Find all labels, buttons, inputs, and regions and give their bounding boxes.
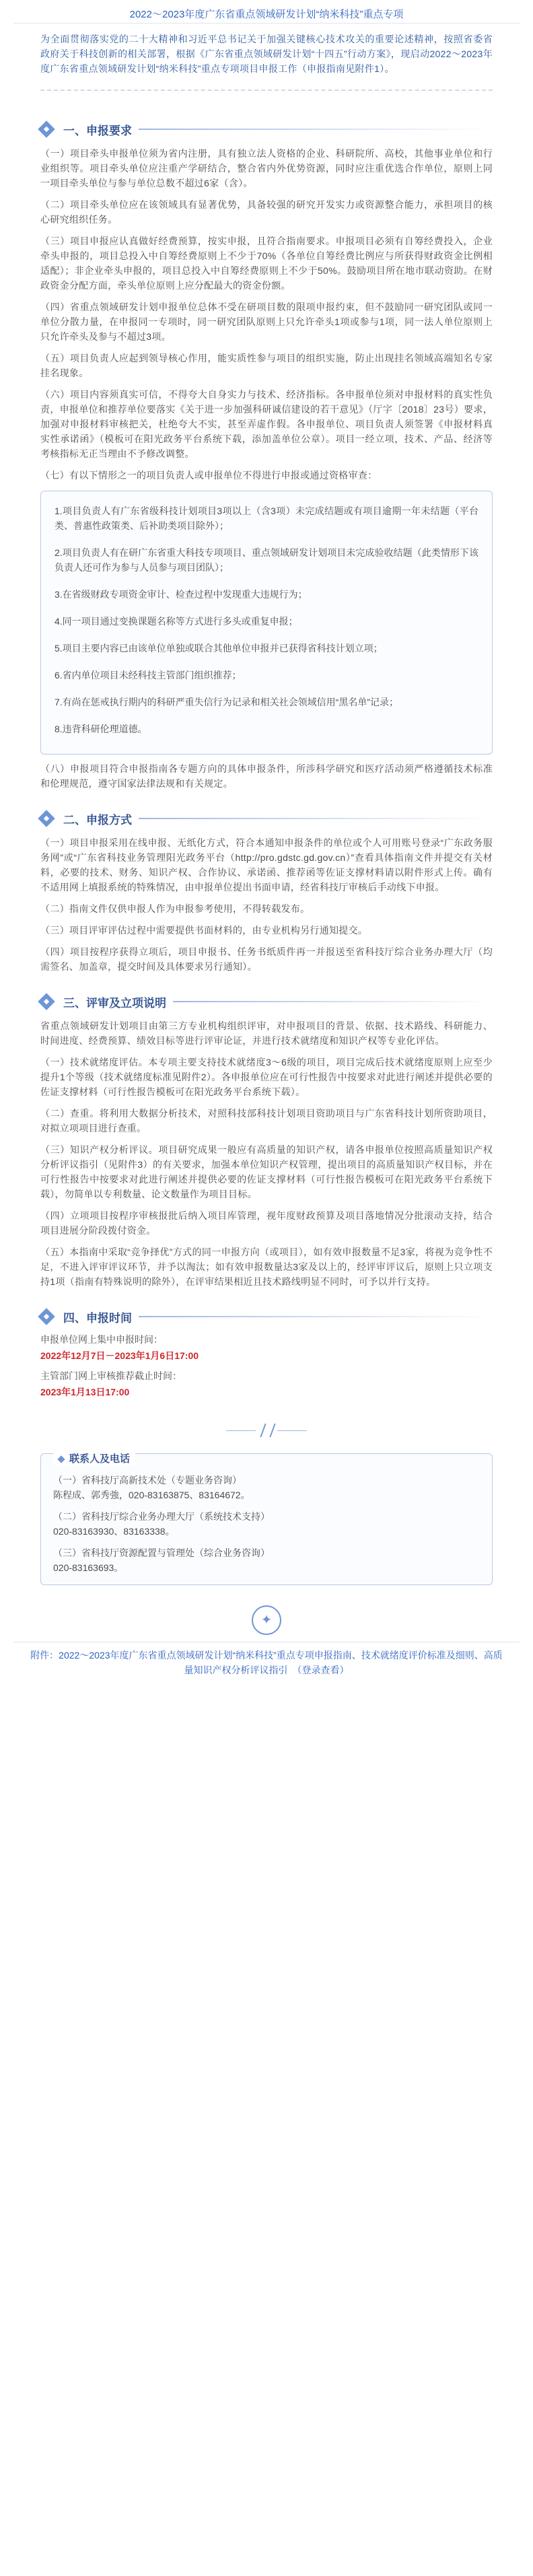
s1-para-4: （四）省重点领域研发计划申报单位总体不受在研项目数的限项申报约束，但不鼓励同一研究团队或同一单位分散力量，在申报同一专项时，同一研究团队原则上只允许牵头1项或参与1项，同一法人单位原则上只允许牵头及参与不超过3项。 [40,302,493,342]
contact-phone: 020-83163693。 [53,1562,124,1573]
review-deadline-label: 主管部门网上审核推荐截止时间： [40,1370,182,1381]
s3-para-3: （三）知识产权分析评议。项目研究成果一般应有高质量的知识产权，请各申报单位按照高质量知识产权分析评议指引（见附件3）的有关要求，加强本单位知识产权管理，提出项目的高质量知识产权目标，并在可行性报告中按要求对此进行阐述并提供必要的佐证支撑材料（可行性报告模板可在阳光政务平台系统下载），勿简单以专利数量、论文数量作为项目目标。 [40,1144,493,1199]
section-3-title: 三、评审及立项说明 [63,996,166,1010]
section-2-header [40,808,493,829]
s3-para-2: （二）查重。将利用大数据分析技术，对照科技部科技计划项目资助项目与广东省科技计划所资助项目，对拟立项项目进行查重。 [40,1108,493,1134]
s2-para-4: （四）项目按程序获得立项后，项目申报书、任务书纸质件再一并报送至省科技厅综合业务办理大厅（均需签名、加盖章，提交时间及具体要求另行通知）。 [40,946,493,972]
list-item: 5.项目主要内容已由该单位单独或联合其他单位申报并已获得省科技计划立项； [55,643,383,654]
section-4-header [40,1307,493,1327]
list-item: 2.项目负责人有在研广东省重大科技专项项目、重点领域研发计划项目未完成验收结题（此类情形下该负责人还可作为参与人员参与项目团队）； [55,547,478,573]
diamond-icon [57,1455,65,1463]
contact-header [53,1451,135,1465]
diamond-icon [40,994,57,1010]
list-item: 1.项目负责人有广东省级科技计划项目3项以上（含3项）未完成结题或有项目逾期一年未结题（平台类、普惠性政策类、后补助类项目除外）； [55,506,478,531]
emblem-icon [252,1605,281,1635]
contact-dept: （三）省科技厅资源配置与管理处（综合业务咨询） [53,1547,270,1558]
section-2-title: 二、申报方式 [63,813,132,827]
diamond-icon [40,121,57,137]
list-item: 4.同一项目通过变换课题名称等方式进行多头或重复申报； [55,616,298,627]
section-4-rule [139,1316,493,1317]
section-1-rule [139,129,493,130]
s1-para-8: （八）申报项目符合申报指南各专题方向的具体申报条件，所涉科学研究和医疗活动须严格遵循技术标准和伦理规范，遵守国家法律法规和有关规定。 [40,763,493,789]
section-3-rule [173,1001,493,1002]
contact-group-2 [53,1509,480,1539]
s1-para-1: （一）项目牵头申报单位须为省内注册，具有独立法人资格的企业、科研院所、高校，其他事业单位和行业组织等。项目牵头单位应注重产学研结合，整合省内外优势资源，同时应注重优选合作单位，原则上同一项目牵头单位与参与单位总数不超过6家（含）。 [40,148,493,188]
apply-time-label: 申报单位网上集中申报时间： [40,1334,163,1345]
intro-divider [40,90,493,102]
contact-phone: 陈程成、郭秀強，020-83163875、83164672。 [53,1490,250,1500]
section-1-title: 一、申报要求 [63,124,132,137]
contact-group-1 [53,1473,480,1502]
attachment-link[interactable]: 附件：2022～2023年度广东省重点领域研发计划“纳米科技”重点专项申报指南、技术就绪度评价标准及细则、高质量知识产权分析评议指引 （登录查看） [30,1650,503,1675]
contact-phone: 020-83163930、83163338。 [53,1526,175,1537]
intro-paragraph: 为全面贯彻落实党的二十大精神和习近平总书记关于加强关键核心技术攻关的重要论述精神，按照省委省政府关于科技创新的相关部署，根据《广东省重点领域研发计划“十四五”行动方案》，现启动2022～2023年度广东省重点领域研发计划“纳米科技”重点专项项目申报工作（申报指南见附件1）。 [40,34,493,74]
s1-para-6: （六）项目内容须真实可信，不得夸大自身实力与技术、经济指标。各申报单位须对申报材料的真实性负责，申报单位和推荐单位要落实《关于进一步加强科研诚信建设的若干意见》（厅字〔2018〕23号）要求，加强对申报材料审核把关，杜绝夸大不实，甚至弄虚作假。各申报单位、项目负责人须签署《申报材料真实性承诺函》（模板可在阳光政务平台系统下载，添加盖单位公章）。项目一经立项，技术、产品、经济等考核指标无正当理由不予修改调整。 [40,389,493,459]
list-item: 7.有尚在惩戒执行期内的科研严重失信行为记录和相关社会领域信用“黑名单”记录； [55,697,398,707]
s2-para-2: （二）指南文件仅供申报人作为申报参考使用，不得转载发布。 [40,903,310,914]
s2-para-3: （三）项目评审评估过程中需要提供书面材料的，由专业机构另行通知提交。 [40,925,368,936]
section-2-rule [139,818,493,819]
s3-para-1: （一）技术就绪度评估。本专项主要支持技术就绪度3～6级的项目，项目完成后技术就绪度原则上应至少提升1个等级（技术就绪度标准见附件2）。各申报单位应在可行性报告中按要求对此进行阐述并提供必要的佐证支撑材料（可行性报告模板可在阳光政务平台系统下载）。 [40,1057,493,1097]
contact-group-3 [53,1545,480,1575]
review-deadline-value: 2023年1月13日17:00 [40,1387,130,1397]
section-4-title: 四、申报时间 [63,1311,132,1325]
s1-para-3: （三）项目申报应认真做好经费预算，按实申报，且符合指南要求。申报项目必须有自筹经费投入，企业牵头申报的，项目总投入中自筹经费原则上不少于70%（各单位自筹经费比例应与所获得财政资金比例相适配）；非企业牵头申报的，项目总投入中自筹经费原则上不少于50%。鼓励项目所在地市联动资助。在财政资金分配方面，牵头单位原则上应分配最大的资金份额。 [40,236,493,291]
s3-para-0: 省重点领域研发计划项目由第三方专业机构组织评审，对申报项目的背景、依据、技术路线、科研能力、时间进度、经费预算、绩效目标等进行评审论证，并进行技术就绪度和知识产权等专业化评估。 [40,1020,493,1046]
diamond-icon [40,810,57,827]
s1-para-2: （二）项目牵头单位应在该领域具有显著优势，具备较强的研究开发实力或资源整合能力，承担项目的核心研究组织任务。 [40,199,493,225]
contact-box [40,1453,493,1585]
s3-para-5: （五）本指南中采取“竞争择优”方式的同一申报方向（或项目），如有效申报数量不足3家，将视为竞争性不足，不进入评审评议环节，并予以淘汰；如有效申报数量达3家及以上的，经评审评议后，原则上只立项支持1项（指南有特殊说明的除外），在评审结果相近且技术路线明显不同时，可予以并行支持。 [40,1247,493,1287]
list-item: 8.违背科研伦理道德。 [55,724,147,734]
diamond-icon [40,1309,57,1325]
ornament-divider [226,1422,307,1440]
disqualification-list [40,491,493,755]
list-item: 3.在省级财政专项资金审计、检查过程中发现重大违规行为； [55,589,308,600]
section-1-header [40,119,493,139]
contact-dept: （二）省科技厅综合业务办理大厅（系统技术支持） [53,1511,270,1522]
contact-dept: （一）省科技厅高新技术处（专题业务咨询） [53,1475,242,1486]
s1-para-5: （五）项目负责人应起到领导核心作用，能实质性参与项目的组织实施，防止出现挂名领域高端知名专家挂名现象。 [40,353,493,378]
s1-para-7: （七）有以下情形之一的项目负责人或申报单位不得进行申报或通过资格审查： [40,470,378,481]
contact-title: 联系人及电话 [69,1453,131,1465]
list-item: 6.省内单位项目未经科技主管部门组织推荐； [55,670,242,681]
page-title: 2022～2023年度广东省重点领域研发计划“纳米科技”重点专项 [129,9,404,20]
section-3-header [40,991,493,1012]
s2-para-1: （一）项目申报采用在线申报、无纸化方式，符合本通知申报条件的单位或个人可用账号登录“广东政务服务网”或“广东省科技业务管理阳光政务平台（http://pro.gdstc.gd.gov.cn）”查看具体指南文件并提交有关材料，必要的技术、财务、知识产权、合作协议、承诺函、推荐函等佐证支撑材料请以附件形式上传。确有不适用网上填报系统的特殊情况，由申报单位提出书面申请，经省科技厅审核后手动线下申报。 [40,837,493,893]
apply-time-value: 2022年12月7日－2023年1月6日17:00 [40,1350,199,1361]
title-divider [13,23,520,24]
s3-para-4: （四）立项项目按程序审核报批后纳入项目库管理，视年度财政预算及项目落地情况分批滚动支持，结合项目进展分阶段拨付资金。 [40,1210,493,1236]
